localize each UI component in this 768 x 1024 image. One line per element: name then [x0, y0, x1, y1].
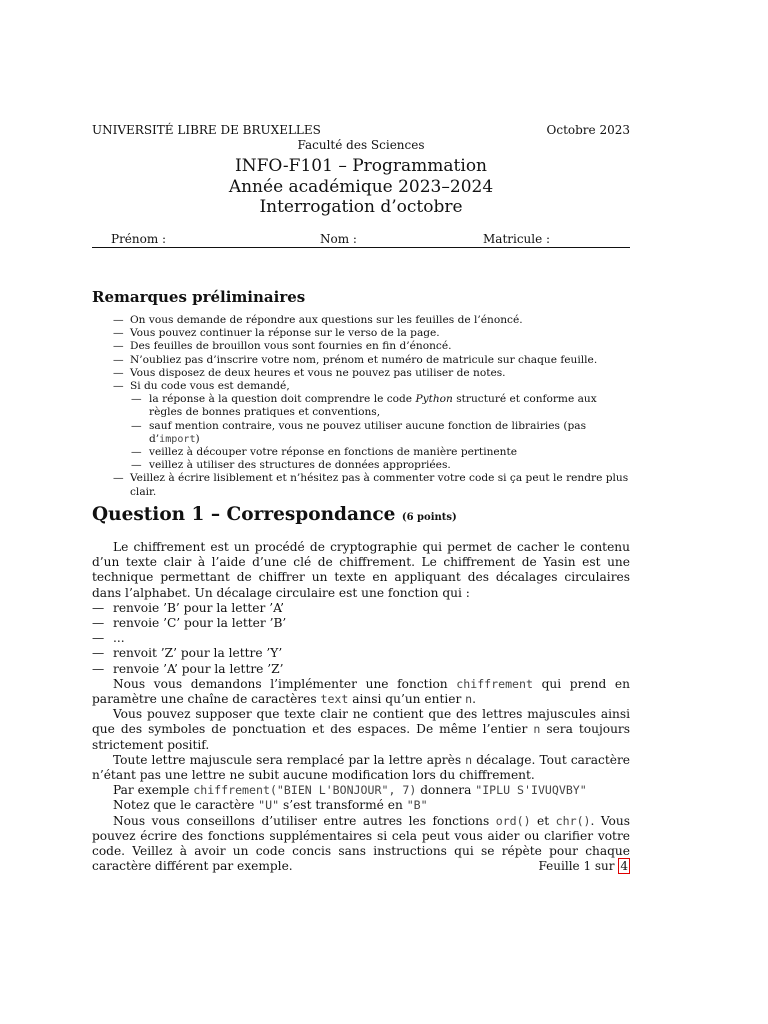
text: s’est transformé en: [279, 798, 407, 813]
text: Nous vous demandons l’implémenter une fonction: [113, 676, 457, 691]
list-item: — On vous demande de répondre aux questions sur les feuilles de l’énoncé.: [92, 314, 630, 327]
python-word: Python: [415, 393, 453, 406]
code-chiffrement: chiffrement: [456, 676, 533, 691]
code-text: text: [320, 692, 349, 707]
code-rule-text: ): [195, 432, 200, 445]
text: Par exemple: [113, 783, 194, 798]
code-rule: — veillez à utiliser des structures de données appropriées.: [92, 459, 630, 472]
text: Nous vous conseillons d’utiliser entre autres les fonctions: [113, 813, 496, 828]
code-char-b: "B": [406, 798, 428, 813]
code-n: n: [465, 752, 473, 767]
university-name: UNIVERSITÉ LIBRE DE BRUXELLES: [92, 123, 321, 137]
list-item: — renvoit ’Z’ pour la lettre ’Y’: [92, 646, 630, 661]
exam-date: Octobre 2023: [546, 123, 630, 137]
text: . Vous pouvez écrire des fonctions supplémentaires si cela peut vous aider ou clarifier votre code. Veillez à avoir un code concis sans instructions qui se répète pour chaque caractère différent par exemple.: [92, 813, 630, 874]
text: sera toujours strictement positif.: [92, 722, 631, 752]
matricule-label: Matricule :: [483, 232, 551, 246]
question-intro: Le chiffrement est un procédé de cryptographie qui permet de cacher le contenu d’un texte clair à l’aide d’une clé de chiffrement. Le chiffrement de Yasin est une technique permettant de chiffrer un texte en appliquant des décalages circulaires dans l’alphabet. Un décalage circulaire est une fonction qui :: [92, 540, 630, 600]
code-example-call: chiffrement("BIEN L'BONJOUR", 7): [193, 783, 417, 798]
academic-year: Année académique 2023–2024: [228, 177, 494, 197]
question-body: [92, 540, 630, 874]
text: et: [530, 813, 556, 828]
prenom-label: Prénom :: [111, 232, 167, 246]
paragraph-rule: [92, 753, 630, 783]
paragraph-assumptions: [92, 707, 630, 753]
list-item: — Vous disposez de deux heures et vous ne pouvez pas utiliser de notes.: [92, 367, 630, 380]
code-rules-list: [130, 393, 630, 472]
text: ainsi qu’un entier: [348, 692, 466, 707]
question-heading: [92, 504, 457, 525]
list-item: — Veillez à écrire lisiblement et n’hésitez pas à commenter votre code si ça peut le rendre plus clair.: [92, 472, 630, 498]
question-points: (6 points): [401, 512, 457, 523]
text: Notez que le caractère: [113, 798, 259, 813]
code-rule: — veillez à découper votre réponse en fonctions de manière pertinente: [92, 446, 630, 459]
text: Toute lettre majuscule sera remplacé par la lettre après: [113, 752, 466, 767]
list-item: — renvoie ’A’ pour la lettre ’Z’: [92, 662, 630, 677]
code-example-result: "IPLU S'IVUQVBY": [475, 783, 587, 798]
nom-label: Nom :: [320, 232, 357, 246]
paragraph-function: [92, 677, 630, 707]
footer-label: Feuille 1 sur: [538, 859, 615, 873]
code-char-u: "U": [258, 798, 280, 813]
text: qui prend en paramètre une chaîne de caractères: [92, 676, 630, 707]
remarks-heading: Remarques préliminaires: [92, 288, 306, 306]
list-item: — renvoie ’B’ pour la letter ’A’: [92, 601, 630, 616]
faculty-name: Faculté des Sciences: [297, 138, 425, 152]
paragraph-example: [92, 783, 630, 798]
code-n: n: [465, 692, 473, 707]
list-item: — renvoie ’C’ pour la letter ’B’: [92, 616, 630, 631]
question-title: Question 1 – Correspondance: [92, 504, 396, 525]
list-item: — ...: [92, 631, 630, 646]
exam-title: Interrogation d’octobre: [259, 197, 463, 217]
text: Vous pouvez supposer que texte clair ne contient que des lettres majuscules ainsi que des symboles de ponctuation et des espaces. De même l’entier: [92, 707, 630, 737]
code-ord: ord(): [495, 813, 531, 828]
code-rule: [92, 393, 630, 419]
code-rule-text: structuré et conforme aux règles de bonnes pratiques et conventions,: [149, 393, 597, 419]
course-title: INFO-F101 – Programmation: [234, 156, 487, 176]
text: .: [472, 692, 477, 707]
text: décalage. Tout caractère n’étant pas une lettre ne subit aucune modification lors du chiffrement.: [92, 752, 630, 783]
list-item: — Vous pouvez continuer la réponse sur le verso de la page.: [92, 327, 630, 340]
text: donnera: [416, 783, 476, 798]
list-item: — Des feuilles de brouillon vous sont fournies en fin d’énoncé.: [92, 340, 630, 353]
page-footer: [539, 859, 630, 873]
import-keyword: import: [159, 433, 196, 445]
student-id-line: [92, 231, 630, 248]
mapping-list: [92, 601, 630, 677]
code-chr: chr(): [555, 813, 591, 828]
remarks-list: [92, 314, 630, 499]
code-rule-text: sauf mention contraire, vous ne pouvez utiliser aucune fonction de librairies (pas d’: [149, 419, 587, 445]
code-rule-text: la réponse à la question doit comprendre le code: [149, 393, 416, 406]
code-rule: [92, 420, 630, 446]
code-intro: Si du code vous est demandé,: [130, 380, 290, 393]
list-item: [92, 380, 630, 472]
list-item: — N’oubliez pas d’inscrire votre nom, prénom et numéro de matricule sur chaque feuille.: [92, 354, 630, 367]
total-pages-link[interactable]: 4: [620, 859, 628, 873]
paragraph-note: [92, 798, 630, 813]
code-n: n: [533, 722, 541, 737]
